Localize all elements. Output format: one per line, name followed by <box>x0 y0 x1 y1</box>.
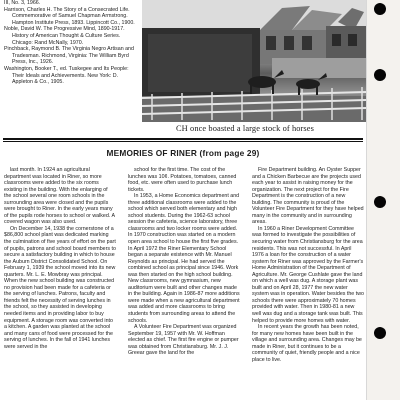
reference-entry: Noble, David W. The Progressive Mind, 1890-1917. History of American Thought & Culture Series. Chicago: Rand McNally, 1970. <box>4 26 125 46</box>
article-column-3 <box>252 167 364 363</box>
article-paragraph: On December 14, 1938 the cornerstone of a $86,800 school plant was dedicated marking the culmination of five years of effort on the part of pupils, patrons and school board members to secure a satisfactory building in which to house the Auburn District Consolidated School. On February 1, 1939 the school moved into its new quarters. Mr. L. E. Mowbray was principal. When the new school building was constructed no provision had been made for a cafeteria or the serving of lunches. Patrons, faculty and friends felt the necessity of serving lunches in the school, so they assisted in developing needed items and in providing labor to buy equipment. A storage room was converted into a kitchen. A garden was planted at the school and many cans of food were processed for the serving of lunches. In the fall of 1941 lunches were served in the <box>4 225 116 350</box>
article-paragraph: last month. In 1924 an agricultural department was located in Riner, so more classrooms were added to the six rooms existing in the building. With the enlarging of the school several one room schools in the surrounding area were closed and the pupils were brought to Riner. In the early years many of the pupils rode horses to school or walked. A covered wagon was also used. <box>4 167 115 226</box>
article-paragraph: In 1953, a Home Economics department and three additional classrooms were added to the school which served both elementary and high school students. During the 1962-63 school session the cafeteria, science laboratory, three classrooms and two locker rooms were added. In 1970 construction was started on a modern open area school to house the first five grades. In April 1972 the Riner Elementary School began a separate existence with Mr. Manuel Reynolds as principal. He had served the combined school as principal since 1946. Work was then started on the high school building. New classrooms, new gymnasium, new auditorium were built and other changes made in the building. Again in 1986-87 more additions were made when a new agricultural department was added and more classrooms to bring students from surrounding areas to attend the schools. <box>128 193 240 324</box>
reference-list <box>4 0 136 86</box>
article-paragraph: In recent years the growth has been noted, for many new homes have been built in the village and surrounding area. Changes may be made in Riner, but it continues to be a community of quiet, friendly people and a nice place to live. <box>252 324 362 363</box>
section-divider-thin <box>3 141 363 142</box>
reference-entry: III, No. 3, 1966. <box>4 0 41 6</box>
punch-hole-middle <box>374 196 386 208</box>
article-paragraph: In 1960 a Riner Development Committee was formed to investigate the possibilities of securing water from Christiansburg for the area residents. This was not successful. In April 1976 a loan for the construction of a water system for Riner was approved by the Farmer's Home Administration of the Department of Agriculture. Mr. George Cushlate gave the land on which a well was dug. A storage plant was built and on April 28, 1977 the new water system was in operation. Water besides the two schools there were approximately 70 homes provided with water. Then in 1980-81 a new well was dug and a storage tank was built. This helped to provide more homes with water. <box>252 225 364 324</box>
article-paragraph: school for the first time. The cost of the lunches was 10¢. Potatoes, tomatoes, canned food, etc. were often used to purchase lunch tickets. <box>128 167 237 193</box>
section-divider <box>3 138 363 140</box>
historic-photo <box>142 0 366 122</box>
article-column-2 <box>128 167 240 357</box>
reference-entry: Harrison, Charles H. The Story of a Consecrated Life. Commemorative of Samuel Chapman Armstrong. Hampton Institute Press, 1893. Lippincott Co., 1900. <box>4 6 135 26</box>
photo-caption: CH once boasted a large stock of horses <box>176 124 314 133</box>
photo-scene <box>142 0 366 122</box>
article-title: MEMORIES OF RINER (from page 29) <box>106 148 260 158</box>
punch-hole-upper <box>374 69 386 81</box>
article-paragraph: Fire Department building. An Oyster Supper and a Chicken Barbecue are the projects used each year to assist in raising money for the organization. The next project for the Fire Department is the construction of a new building. The community is proud of the Volunteer Fire Department for they have helped many in the community and in surrounding areas. <box>252 167 364 226</box>
article-paragraph: A Volunteer Fire Department was organized September 19, 1957 with Mr. W. Hoffman elected as chief. The first fire engine or pumper was obtained from Christiansburg. Mr. J. J. Greear gave the land for the <box>128 324 239 357</box>
punch-hole-top <box>374 3 386 15</box>
reference-entry: Pinchback, Raymond B. The Virginia Negro Artisan and Tradesman. Richmond, Virginia: The William Byrd Press, Inc., 1926. <box>4 46 134 66</box>
punch-hole-lower <box>374 327 386 339</box>
reference-entry: Washington, Booker T., ed. Tuskegee and Its People: Their Ideals and Achievements. New York: D. Appleton & Co., 1905. <box>4 65 129 86</box>
article-column-1 <box>4 167 116 350</box>
